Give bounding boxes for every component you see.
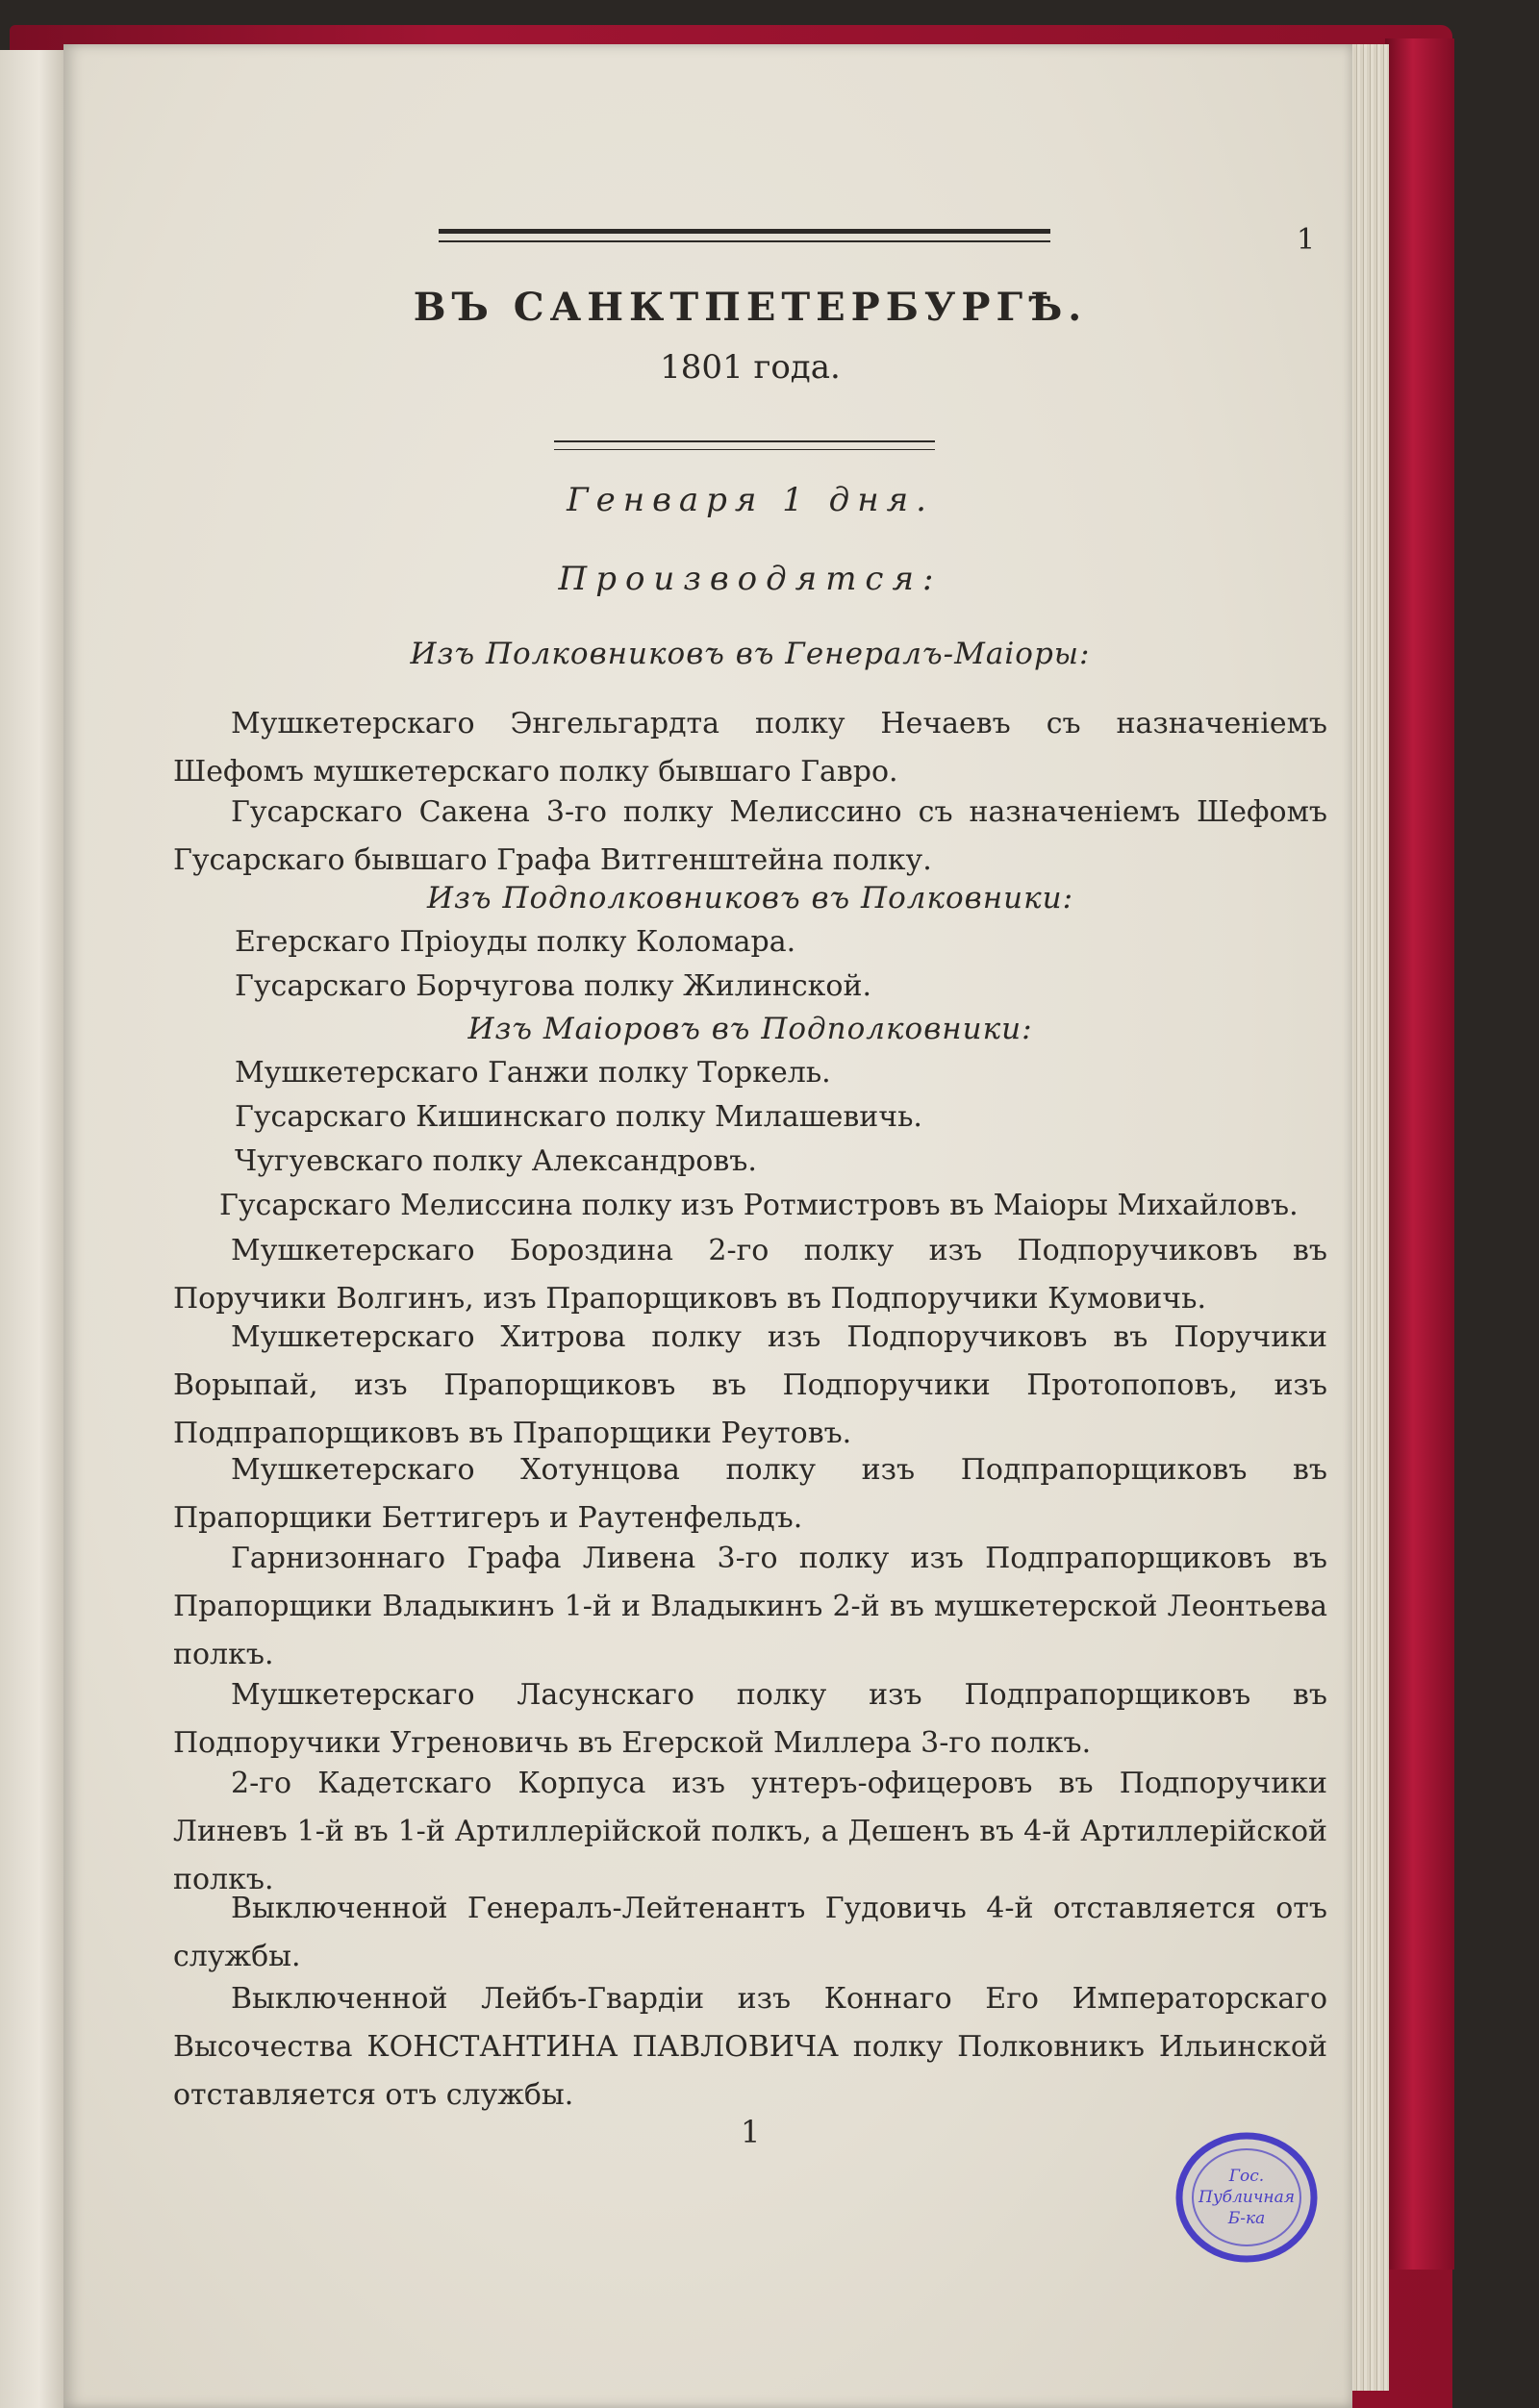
paragraph: Мушкетерскаго Ганжи полку Торкель. (235, 1056, 831, 1090)
svg-text:Б-ка: Б-ка (1227, 2209, 1266, 2228)
section-heading-lt-colonels: Изъ Подполковниковъ въ Полковники: (426, 881, 1074, 916)
paragraph: Выключенной Лейбъ-Гвардіи изъ Коннаго Его Императорскаго Высочества КОНСТАНТИНА ПАВЛОВИЧА полку Полковникъ Ильинской отставляется отъ службы. (173, 1982, 1327, 2112)
paragraph: Мушкетерскаго Хотунцова полку изъ Подпрапорщиковъ въ Прапорщики Беттигеръ и Раутенфельдъ. (173, 1453, 1327, 1535)
book-cover-edge (1385, 38, 1454, 2270)
page-number: 1 (1297, 223, 1316, 257)
promote-heading: Производятся: (558, 560, 943, 598)
paragraph: Мушкетерскаго Хитрова полку изъ Подпоручиковъ въ Поручики Ворыпай, изъ Прапорщиковъ въ Подпоручики Протопоповъ, изъ Подпрапорщиковъ въ Прапорщики Реутовъ. (173, 1320, 1327, 1450)
page-footer-number: 1 (741, 2114, 761, 2150)
paragraph: Гусарскаго Кишинскаго полку Милашевичь. (235, 1100, 922, 1134)
section-heading-colonels: Изъ Полковниковъ въ Генералъ-Маіоры: (410, 637, 1091, 671)
svg-text:Публичная: Публичная (1198, 2188, 1295, 2207)
paragraph: Мушкетерскаго Ласунскаго полку изъ Подпрапорщиковъ въ Подпоручики Угреновичь въ Егерской Миллера 3-го полкъ. (173, 1678, 1327, 1760)
page-heading: ВЪ САНКТПЕТЕРБУРГѢ. (413, 285, 1088, 330)
page-year: 1801 года. (660, 348, 841, 387)
paragraph: 2-го Кадетскаго Корпуса изъ унтеръ-офицеровъ въ Подпоручики Линевъ 1-й въ 1-й Артиллерійской полкъ, а Дешенъ въ 4-й Артиллерійской полкъ. (173, 1767, 1327, 1896)
paragraph: Мушкетерскаго Бороздина 2-го полку изъ Подпоручиковъ въ Поручики Волгинъ, изъ Прапорщиковъ въ Подпоручики Кумовичь. (173, 1234, 1327, 1316)
page-edges (1347, 44, 1389, 2391)
header-rule (439, 229, 1050, 242)
paragraph: Выключенной Генералъ-Лейтенантъ Гудовичь 4-й отставляется отъ службы. (173, 1892, 1327, 1973)
svg-text:Гос.: Гос. (1228, 2167, 1265, 2186)
paragraph: Гусарскаго Сакена 3-го полку Мелиссино съ назначеніемъ Шефомъ Гусарскаго бывшаго Графа Витгенштейна полку. (173, 795, 1327, 877)
paragraph: Егерскаго Пріоуды полку Коломара. (235, 925, 796, 959)
left-page-leaf (0, 50, 67, 2408)
paragraph: Гарнизоннаго Графа Ливена 3-го полку изъ Подпрапорщиковъ въ Прапорщики Владыкинъ 1-й и Владыкинъ 2-й въ мушкетерской Леонтьева полкъ. (173, 1542, 1327, 1671)
section-heading-majors: Изъ Маіоровъ въ Подполковники: (467, 1012, 1033, 1046)
date-heading: Генваря 1 дня. (567, 481, 934, 519)
paragraph: Мушкетерскаго Энгельгардта полку Нечаевъ съ назначеніемъ Шефомъ мушкетерскаго полку бывшаго Гавро. (173, 707, 1327, 789)
library-stamp-icon (1170, 2125, 1324, 2270)
paragraph: Гусарскаго Борчугова полку Жилинской. (235, 969, 871, 1003)
paragraph: Чугуевскаго полку Александровъ. (235, 1144, 757, 1178)
paragraph: Гусарскаго Мелиссина полку изъ Ротмистровъ въ Маіоры Михайловъ. (219, 1189, 1299, 1222)
divider-rule (554, 440, 935, 450)
